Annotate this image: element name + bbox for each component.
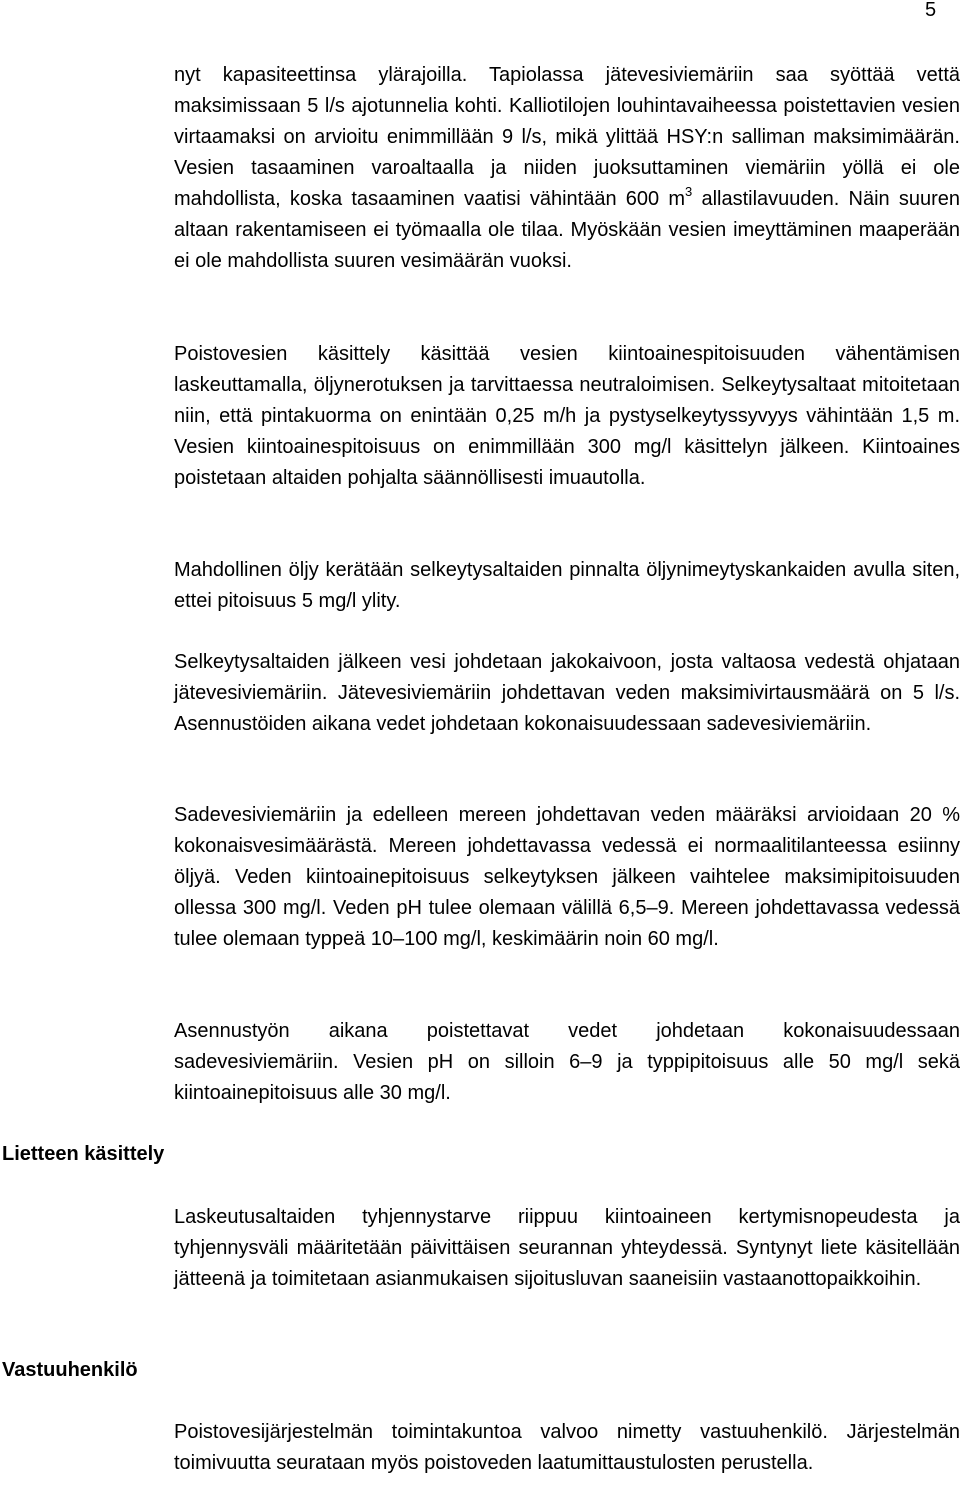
paragraph-sludge-treatment: Laskeutusaltaiden tyhjennystarve riippuu kiintoaineen kertymisnopeudesta ja tyhjennysväli määritetään päivittäisen seurannan yhteydessä. Syntynyt liete käsitellään jätteenä ja toimitetaan asianmukaisen sijoitusluvan saaneisiin vastaanottopaikkoihin. — [174, 1206, 960, 1290]
paragraph-text: nyt kapasiteettinsa ylärajoilla. Tapiolassa jätevesiviemäriin saa syöttää vettä maksimissaan 5 l/s ajotunnelia kohti. Kalliotilojen louhintavaiheessa poistettavien vesien virtaamaksi on arvioitu enimmillään 9 l/s, mikä ylittää HSY:n salliman maksimimäärän. Vesien tasaaminen varoaltaalla ja niiden juoksuttaminen viemäriin yöllä ei ole mahdollista, koska tasaaminen vaatisi vähintään 600 m — [174, 64, 960, 210]
heading-sludge-treatment: Lietteen käsittely — [2, 1143, 165, 1165]
paragraph-distribution-well: Selkeytysaltaiden jälkeen vesi johdetaan jakokaivoon, josta valtaosa vedestä ohjataan jätevesiviemäriin. Jätevesiviemäriin johdettavan veden maksimivirtausmäärä on 5 l/s. Asennustöiden aikana vedet johdetaan kokonaisuudessaan sadevesiviemäriin. — [174, 651, 960, 735]
paragraph-water-treatment: Poistovesien käsittely käsittää vesien kiintoainespitoisuuden vähentämisen laskeuttamalla, öljynerotuksen ja tarvittaessa neutraloimisen. Selkeytysaltaat mitoitetaan niin, että pintakuorma on enintään 0,25 m/h ja pystyselkeytyssyvyys vähintään 1,5 m. Vesien kiintoainespitoisuus on enimmillään 300 mg/l käsittelyn jälkeen. Kiintoaines poistetaan altaiden pohjalta säännöllisesti imuautolla. — [174, 343, 960, 489]
superscript-cubic: 3 — [685, 184, 693, 199]
page-number: 5 — [925, 0, 937, 21]
heading-responsible-person: Vastuuhenkilö — [2, 1359, 138, 1381]
paragraph-installation-phase: Asennustyön aikana poistettavat vedet johdetaan kokonaisuudessaan sadevesiviemäriin. Vesien pH on silloin 6–9 ja typpipitoisuus alle 50 mg/l sekä kiintoainepitoisuus alle 30 mg/l. — [174, 1020, 960, 1104]
paragraph-stormwater: Sadevesiviemäriin ja edelleen mereen johdettavan veden määräksi arvioidaan 20 % kokonaisvesimäärästä. Mereen johdettavassa vedessä ei normaalitilanteessa esiinny öljyä. Veden kiintoainepitoisuus selkeytyksen jälkeen vaihtelee maksimipitoisuuden ollessa 300 mg/l. Veden pH tulee olemaan välillä 6,5–9. Mereen johdettavassa vedessä tulee olemaan typpeä 10–100 mg/l, keskimäärin noin 60 mg/l. — [174, 804, 960, 950]
paragraph-wastewater-capacity — [174, 60, 960, 277]
paragraph-oil-collection: Mahdollinen öljy kerätään selkeytysaltaiden pinnalta öljynimeytyskankaiden avulla siten, ettei pitoisuus 5 mg/l ylity. — [174, 559, 960, 612]
paragraph-text: allastilavuuden. Näin suuren altaan rakentamiseen ei työmaalla ole tilaa. Myöskään vesien imeyttäminen maaperään ei ole mahdollista suuren vesimäärän vuoksi. — [174, 188, 960, 272]
paragraph-responsible-person: Poistovesijärjestelmän toimintakuntoa valvoo nimetty vastuuhenkilö. Järjestelmän toimivuutta seurataan myös poistoveden laatumittaustulosten perustella. — [174, 1421, 960, 1474]
